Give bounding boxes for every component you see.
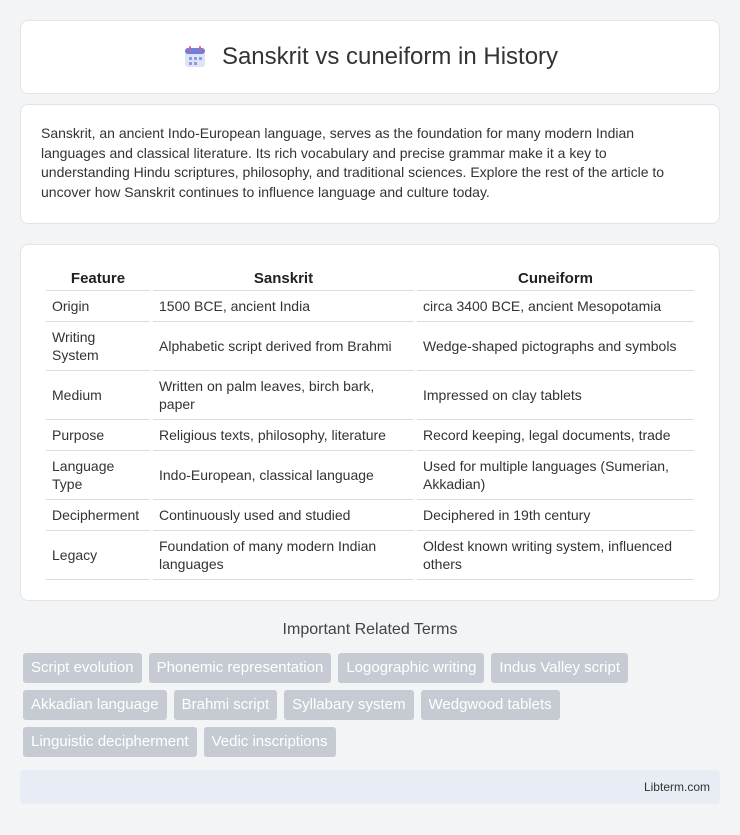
comparison-table [43,265,697,580]
cuneiform-cell: Record keeping, legal documents, trade [417,420,694,451]
related-term-tag[interactable]: Indus Valley script [491,653,628,683]
sanskrit-cell: Continuously used and studied [153,500,414,531]
related-terms-list [23,653,723,757]
feature-cell: Writing System [46,322,150,371]
related-term-tag[interactable]: Wedgwood tablets [421,690,560,720]
page-title: Sanskrit vs cuneiform in History [221,43,559,70]
feature-cell: Legacy [46,531,150,580]
related-term-tag[interactable]: Akkadian language [23,690,167,720]
sanskrit-cell: Written on palm leaves, birch bark, paper [153,371,414,420]
related-terms-title: Important Related Terms [282,621,458,638]
cuneiform-cell: Used for multiple languages (Sumerian, Akkadian) [417,451,694,500]
feature-cell: Purpose [46,420,150,451]
cuneiform-cell: circa 3400 BCE, ancient Mesopotamia [417,291,694,322]
sanskrit-cell: Alphabetic script derived from Brahmi [153,322,414,371]
feature-cell: Language Type [46,451,150,500]
related-term-tag[interactable]: Vedic inscriptions [204,727,336,757]
sanskrit-cell: Foundation of many modern Indian languages [153,531,414,580]
feature-cell: Medium [46,371,150,420]
cuneiform-cell: Deciphered in 19th century [417,500,694,531]
header-feature: Feature [46,265,150,291]
footer-site-link[interactable]: Libterm.com [643,780,710,794]
table-row [46,322,694,371]
sanskrit-cell: Indo-European, classical language [153,451,414,500]
related-term-tag[interactable]: Phonemic representation [149,653,332,683]
related-term-tag[interactable]: Linguistic decipherment [23,727,197,757]
table-header-row [46,265,694,291]
header-cuneiform: Cuneiform [417,265,694,291]
related-term-tag[interactable]: Brahmi script [174,690,278,720]
cuneiform-cell: Impressed on clay tablets [417,371,694,420]
footer [20,770,720,804]
cuneiform-cell: Wedge-shaped pictographs and symbols [417,322,694,371]
intro-card [20,104,720,224]
table-row [46,291,694,322]
header-sanskrit: Sanskrit [153,265,414,291]
table-row [46,371,694,420]
table-row [46,420,694,451]
calendar-icon [182,44,208,70]
cuneiform-cell: Oldest known writing system, influenced others [417,531,694,580]
sanskrit-cell: Religious texts, philosophy, literature [153,420,414,451]
feature-cell: Origin [46,291,150,322]
sanskrit-cell: 1500 BCE, ancient India [153,291,414,322]
comparison-table-card [20,244,720,601]
related-term-tag[interactable]: Logographic writing [338,653,484,683]
table-row [46,500,694,531]
table-row [46,531,694,580]
header-card [20,20,720,94]
related-term-tag[interactable]: Syllabary system [284,690,413,720]
related-term-tag[interactable]: Script evolution [23,653,142,683]
feature-cell: Decipherment [46,500,150,531]
intro-text: Sanskrit, an ancient Indo-European language, serves as the foundation for many modern Indian languages and classical literature. Its rich vocabulary and precise grammar make it a key to understanding Hindu scriptures, philosophy, and traditional sciences. Explore the rest of the article to uncover how Sanskrit continues to influence language and culture today. [41,125,665,200]
table-row [46,451,694,500]
